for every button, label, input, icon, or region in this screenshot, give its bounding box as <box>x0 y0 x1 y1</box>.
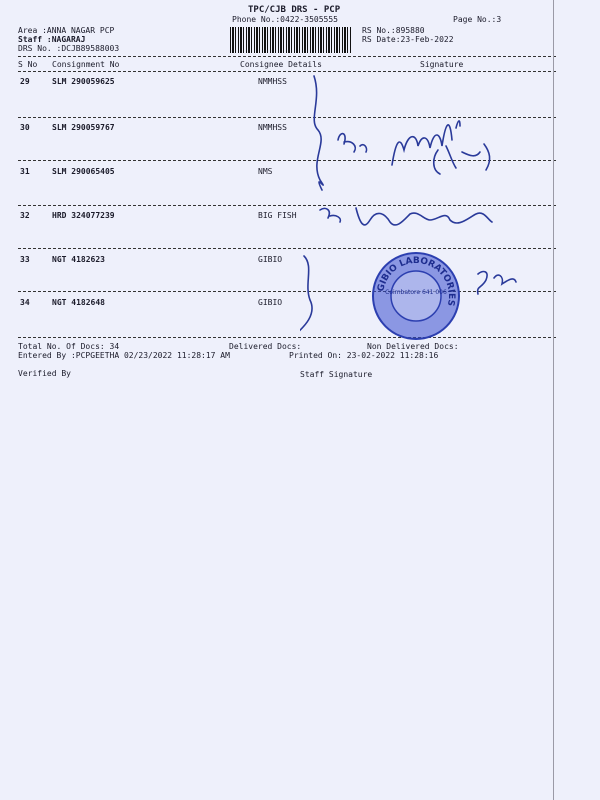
total-docs: Total No. Of Docs: 34 <box>18 342 120 351</box>
col-header-consignee: Consignee Details <box>240 60 322 69</box>
staff-signature-label: Staff Signature <box>300 370 373 379</box>
row-sno: 29 <box>20 77 30 86</box>
laboratory-stamp <box>370 250 462 342</box>
row-consignee: GIBIO <box>258 298 283 307</box>
row-consignee: NMS <box>258 167 273 176</box>
col-header-consignment: Consignment No <box>52 60 120 69</box>
row-consignee: BIG FISH <box>258 211 297 220</box>
stamp-text: GIBIO LABORATORIES <box>376 255 457 307</box>
phone-number: Phone No.:0422-3505555 <box>232 15 338 24</box>
col-header-signature: Signature <box>420 60 464 69</box>
header-divider <box>18 56 556 57</box>
row-consignment: NGT 4182648 <box>52 298 105 307</box>
row-sno: 30 <box>20 123 30 132</box>
row-consignee: NMMHSS <box>258 123 287 132</box>
stamp-center-text: Coimbatore 641 006 <box>385 289 447 296</box>
row-sno: 32 <box>20 211 30 220</box>
printed-on: Printed On: 23-02-2022 11:28:16 <box>289 351 439 360</box>
row-consignee: GIBIO <box>258 255 283 264</box>
page-edge-line <box>553 0 554 800</box>
rs-number: RS No.:895880 <box>362 26 425 35</box>
verified-by: Verified By <box>18 369 71 378</box>
row-consignment: SLM 290059625 <box>52 77 115 86</box>
rs-date: RS Date:23-Feb-2022 <box>362 35 454 44</box>
row-consignment: NGT 4182623 <box>52 255 105 264</box>
row-consignment: SLM 290065405 <box>52 167 115 176</box>
drs-number: DRS No. :DCJB89588003 <box>18 44 120 53</box>
row-sno: 34 <box>20 298 30 307</box>
row-consignment: HRD 324077239 <box>52 211 115 220</box>
delivered-docs: Delivered Docs: <box>229 342 302 351</box>
row-sno: 31 <box>20 167 30 176</box>
document-title: TPC/CJB DRS - PCP <box>248 5 341 15</box>
non-delivered-docs: Non Delivered Docs: <box>367 342 459 351</box>
row-consignment: SLM 290059767 <box>52 123 115 132</box>
staff-label: Staff :NAGARAJ <box>18 35 86 44</box>
page-number: Page No.:3 <box>453 15 502 24</box>
area-label: Area :ANNA NAGAR PCP <box>18 26 115 35</box>
barcode <box>230 27 352 53</box>
row-consignee: NMMHSS <box>258 77 287 86</box>
col-header-sno: S No <box>18 60 38 69</box>
entered-by: Entered By :PCPGEETHA 02/23/2022 11:28:17 AM <box>18 351 230 360</box>
row-sno: 33 <box>20 255 30 264</box>
